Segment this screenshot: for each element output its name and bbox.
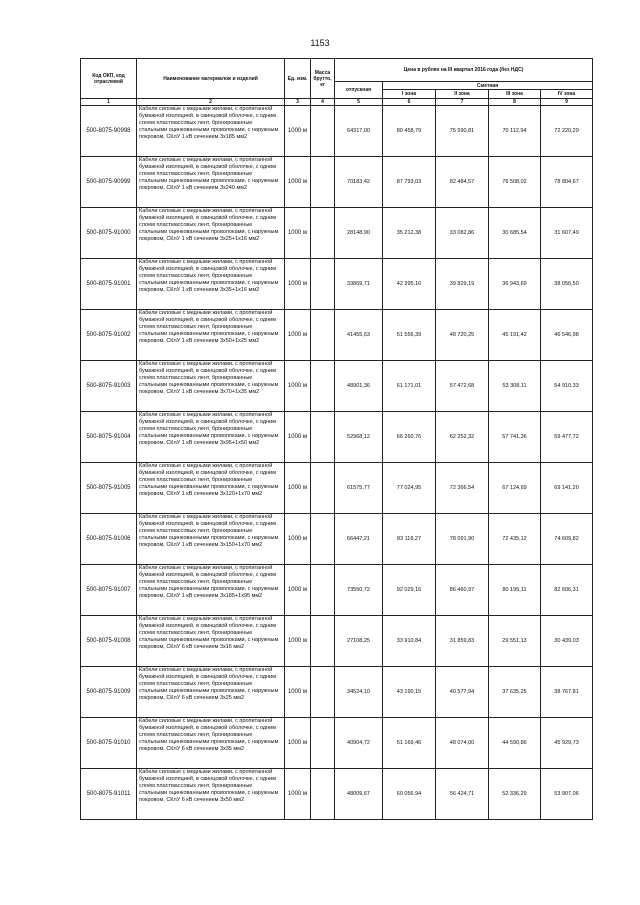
header-zone-1: I зона xyxy=(383,90,436,99)
zone-1-price-cell: 43 190,15 xyxy=(383,667,436,718)
unit-cell: 1000 м xyxy=(285,259,311,310)
column-number: 5 xyxy=(335,99,383,106)
name-cell: Кабели силовые с медными жилами, с пропитанной бумажной изоляцией, в свинцовой оболочке, с одним слоем пластмассовых лент, бронированные стальными оцинкованными проволоками, с наружным покровом, СКлУ 1 кВ сечением 3х185 мм2 xyxy=(137,106,285,157)
zone-4-price-cell: 78 804,67 xyxy=(541,157,593,208)
zone-4-price-cell: 82 606,31 xyxy=(541,565,593,616)
zone-2-price-cell: 40 577,94 xyxy=(436,667,489,718)
table-row xyxy=(81,769,593,820)
mass-cell xyxy=(311,412,335,463)
column-number: 8 xyxy=(489,99,541,106)
zone-2-price-cell: 33 082,86 xyxy=(436,208,489,259)
zone-2-price-cell: 75 590,81 xyxy=(436,106,489,157)
table-row xyxy=(81,514,593,565)
zone-3-price-cell: 36 943,69 xyxy=(489,259,541,310)
header-zone-3: III зона xyxy=(489,90,541,99)
column-number: 4 xyxy=(311,99,335,106)
zone-3-price-cell: 52 336,29 xyxy=(489,769,541,820)
mass-cell xyxy=(311,157,335,208)
zone-1-price-cell: 60 056,94 xyxy=(383,769,436,820)
name-cell: Кабели силовые с медными жилами, с пропитанной бумажной изоляцией, в свинцовой оболочке, с одним слоем пластмассовых лент, бронированные стальными оцинкованными проволоками, с наружным покровом, СКлУ 1 кВ сечением 3х150+1х70 мм2 xyxy=(137,514,285,565)
selling-price-cell: 61575,77 xyxy=(335,463,383,514)
zone-2-price-cell: 86 460,97 xyxy=(436,565,489,616)
table-row xyxy=(81,616,593,667)
table-row xyxy=(81,259,593,310)
zone-1-price-cell: 51 169,46 xyxy=(383,718,436,769)
zone-1-price-cell: 42 395,16 xyxy=(383,259,436,310)
header-estimate: Сметная xyxy=(383,82,593,90)
zone-1-price-cell: 35 212,38 xyxy=(383,208,436,259)
zone-1-price-cell: 80 458,79 xyxy=(383,106,436,157)
zone-2-price-cell: 48 720,25 xyxy=(436,310,489,361)
zone-1-price-cell: 87 793,03 xyxy=(383,157,436,208)
mass-cell xyxy=(311,463,335,514)
code-cell: 500-8075-91005 xyxy=(81,463,137,514)
unit-cell: 1000 м xyxy=(285,208,311,259)
zone-4-price-cell: 53 907,06 xyxy=(541,769,593,820)
header-mass: Масса брутто, кг xyxy=(311,59,335,99)
column-number: 1 xyxy=(81,99,137,106)
mass-cell xyxy=(311,565,335,616)
unit-cell: 1000 м xyxy=(285,565,311,616)
zone-2-price-cell: 82 484,57 xyxy=(436,157,489,208)
header-zone-4: IV зона xyxy=(541,90,593,99)
name-cell: Кабели силовые с медными жилами, с пропитанной бумажной изоляцией, в свинцовой оболочке, с одним слоем пластмассовых лент, бронированные стальными оцинкованными проволоками, с наружным покровом, СКлУ 1 кВ сечением 3х50+1х25 мм2 xyxy=(137,310,285,361)
mass-cell xyxy=(311,769,335,820)
zone-1-price-cell: 33 910,84 xyxy=(383,616,436,667)
unit-cell: 1000 м xyxy=(285,718,311,769)
code-cell: 500-8075-91000 xyxy=(81,208,137,259)
zone-3-price-cell: 76 508,02 xyxy=(489,157,541,208)
table-row xyxy=(81,310,593,361)
table-row xyxy=(81,463,593,514)
zone-2-price-cell: 78 091,90 xyxy=(436,514,489,565)
zone-4-price-cell: 59 477,72 xyxy=(541,412,593,463)
zone-3-price-cell: 45 191,42 xyxy=(489,310,541,361)
column-number: 3 xyxy=(285,99,311,106)
zone-1-price-cell: 83 118,27 xyxy=(383,514,436,565)
table-row xyxy=(81,412,593,463)
mass-cell xyxy=(311,718,335,769)
zone-3-price-cell: 57 741,36 xyxy=(489,412,541,463)
column-number: 6 xyxy=(383,99,436,106)
mass-cell xyxy=(311,514,335,565)
zone-3-price-cell: 70 112,94 xyxy=(489,106,541,157)
page-number: 1153 xyxy=(310,38,330,48)
name-cell: Кабели силовые с медными жилами, с пропитанной бумажной изоляцией, в свинцовой оболочке, с одним слоем пластмассовых лент, бронированные стальными оцинкованными проволоками, с наружным покровом, СКлУ 6 кВ сечением 3х35 мм2 xyxy=(137,718,285,769)
table-row xyxy=(81,565,593,616)
zone-1-price-cell: 77 024,95 xyxy=(383,463,436,514)
name-cell: Кабели силовые с медными жилами, с пропитанной бумажной изоляцией, в свинцовой оболочке, с одним слоем пластмассовых лент, бронированные стальными оцинкованными проволоками, с наружным покровом, СКлУ 1 кВ сечением 3х120+1х70 мм2 xyxy=(137,463,285,514)
unit-cell: 1000 м xyxy=(285,616,311,667)
header-name: Наименование материалов и изделий xyxy=(137,59,285,99)
zone-2-price-cell: 39 829,19 xyxy=(436,259,489,310)
zone-2-price-cell: 57 472,68 xyxy=(436,361,489,412)
table-header xyxy=(81,59,593,106)
name-cell: Кабели силовые с медными жилами, с пропитанной бумажной изоляцией, в свинцовой оболочке, с одним слоем пластмассовых лент, бронированные стальными оцинкованными проволоками, с наружным покровом, СКлУ 1 кВ сечением 3х35+1х16 мм2 xyxy=(137,259,285,310)
unit-cell: 1000 м xyxy=(285,157,311,208)
name-cell: Кабели силовые с медными жилами, с пропитанной бумажной изоляцией, в свинцовой оболочке, с одним слоем пластмассовых лент, бронированные стальными оцинкованными проволоками, с наружным покровом, СКлУ 1 кВ сечением 3х185+1х95 мм2 xyxy=(137,565,285,616)
name-cell: Кабели силовые с медными жилами, с пропитанной бумажной изоляцией, в свинцовой оболочке, с одним слоем пластмассовых лент, бронированные стальными оцинкованными проволоками, с наружным покровом, СКлУ 1 кВ сечением 3х95+1х50 мм2 xyxy=(137,412,285,463)
table-row xyxy=(81,361,593,412)
code-cell: 500-8075-90999 xyxy=(81,157,137,208)
selling-price-cell: 27108,25 xyxy=(335,616,383,667)
column-number-row xyxy=(81,99,593,106)
code-cell: 500-8075-91006 xyxy=(81,514,137,565)
code-cell: 500-8075-91007 xyxy=(81,565,137,616)
header-unit: Ед. изм. xyxy=(285,59,311,99)
selling-price-cell: 28148,90 xyxy=(335,208,383,259)
zone-2-price-cell: 72 366,54 xyxy=(436,463,489,514)
zone-2-price-cell: 62 252,32 xyxy=(436,412,489,463)
name-cell: Кабели силовые с медными жилами, с пропитанной бумажной изоляцией, в свинцовой оболочке, с одним слоем пластмассовых лент, бронированные стальными оцинкованными проволоками, с наружным покровом, СКлУ 6 кВ сечением 3х16 мм2 xyxy=(137,616,285,667)
header-selling: отпускная xyxy=(335,82,383,99)
mass-cell xyxy=(311,667,335,718)
unit-cell: 1000 м xyxy=(285,463,311,514)
selling-price-cell: 33869,71 xyxy=(335,259,383,310)
unit-cell: 1000 м xyxy=(285,310,311,361)
table-row xyxy=(81,718,593,769)
zone-3-price-cell: 29 551,13 xyxy=(489,616,541,667)
zone-2-price-cell: 31 859,83 xyxy=(436,616,489,667)
unit-cell: 1000 м xyxy=(285,361,311,412)
zone-4-price-cell: 54 910,33 xyxy=(541,361,593,412)
zone-3-price-cell: 53 308,11 xyxy=(489,361,541,412)
mass-cell xyxy=(311,361,335,412)
selling-price-cell: 70183,42 xyxy=(335,157,383,208)
header-price-group: Цена в рублях на III квартал 2016 года (без НДС) xyxy=(335,59,593,82)
table-row xyxy=(81,157,593,208)
zone-4-price-cell: 72 220,29 xyxy=(541,106,593,157)
name-cell: Кабели силовые с медными жилами, с пропитанной бумажной изоляцией, в свинцовой оболочке, с одним слоем пластмассовых лент, бронированные стальными оцинкованными проволоками, с наружным покровом, СКлУ 1 кВ сечением 3х25+1х16 мм2 xyxy=(137,208,285,259)
code-cell: 500-8075-90998 xyxy=(81,106,137,157)
zone-4-price-cell: 38 056,50 xyxy=(541,259,593,310)
name-cell: Кабели силовые с медными жилами, с пропитанной бумажной изоляцией, в свинцовой оболочке, с одним слоем пластмассовых лент, бронированные стальными оцинкованными проволоками, с наружным покровом, СКлУ 6 кВ сечением 3х25 мм2 xyxy=(137,667,285,718)
code-cell: 500-8075-91009 xyxy=(81,667,137,718)
zone-4-price-cell: 46 546,98 xyxy=(541,310,593,361)
selling-price-cell: 66447,21 xyxy=(335,514,383,565)
unit-cell: 1000 м xyxy=(285,667,311,718)
selling-price-cell: 52968,12 xyxy=(335,412,383,463)
unit-cell: 1000 м xyxy=(285,514,311,565)
zone-4-price-cell: 31 607,49 xyxy=(541,208,593,259)
zone-3-price-cell: 30 685,54 xyxy=(489,208,541,259)
zone-3-price-cell: 67 124,69 xyxy=(489,463,541,514)
column-number: 2 xyxy=(137,99,285,106)
unit-cell: 1000 м xyxy=(285,106,311,157)
code-cell: 500-8075-91002 xyxy=(81,310,137,361)
zone-3-price-cell: 37 635,25 xyxy=(489,667,541,718)
mass-cell xyxy=(311,310,335,361)
code-cell: 500-8075-91003 xyxy=(81,361,137,412)
table-row xyxy=(81,208,593,259)
zone-4-price-cell: 74 609,82 xyxy=(541,514,593,565)
table-row xyxy=(81,667,593,718)
unit-cell: 1000 м xyxy=(285,412,311,463)
name-cell: Кабели силовые с медными жилами, с пропитанной бумажной изоляцией, в свинцовой оболочке, с одним слоем пластмассовых лент, бронированные стальными оцинкованными проволоками, с наружным покровом, СКлУ 6 кВ сечением 3х50 мм2 xyxy=(137,769,285,820)
selling-price-cell: 41455,63 xyxy=(335,310,383,361)
name-cell: Кабели силовые с медными жилами, с пропитанной бумажной изоляцией, в свинцовой оболочке, с одним слоем пластмассовых лент, бронированные стальными оцинкованными проволоками, с наружным покровом, СКлУ 1 кВ сечением 3х240 мм2 xyxy=(137,157,285,208)
zone-1-price-cell: 61 171,01 xyxy=(383,361,436,412)
selling-price-cell: 40904,72 xyxy=(335,718,383,769)
zone-3-price-cell: 44 590,86 xyxy=(489,718,541,769)
zone-2-price-cell: 48 074,00 xyxy=(436,718,489,769)
zone-1-price-cell: 66 260,76 xyxy=(383,412,436,463)
mass-cell xyxy=(311,616,335,667)
zone-4-price-cell: 30 439,03 xyxy=(541,616,593,667)
zone-2-price-cell: 56 424,71 xyxy=(436,769,489,820)
selling-price-cell: 48901,36 xyxy=(335,361,383,412)
zone-4-price-cell: 38 767,81 xyxy=(541,667,593,718)
column-number: 9 xyxy=(541,99,593,106)
zone-3-price-cell: 80 195,11 xyxy=(489,565,541,616)
zone-4-price-cell: 69 141,20 xyxy=(541,463,593,514)
code-cell: 500-8075-91004 xyxy=(81,412,137,463)
table-row xyxy=(81,106,593,157)
code-cell: 500-8075-91008 xyxy=(81,616,137,667)
mass-cell xyxy=(311,106,335,157)
code-cell: 500-8075-91001 xyxy=(81,259,137,310)
table-body xyxy=(81,106,593,820)
selling-price-cell: 73550,72 xyxy=(335,565,383,616)
column-number: 7 xyxy=(436,99,489,106)
zone-1-price-cell: 51 556,39 xyxy=(383,310,436,361)
mass-cell xyxy=(311,208,335,259)
selling-price-cell: 48009,67 xyxy=(335,769,383,820)
price-table xyxy=(80,58,593,820)
header-code: Код ОКП, код отраслевой xyxy=(81,59,137,99)
selling-price-cell: 64317,00 xyxy=(335,106,383,157)
selling-price-cell: 34524,10 xyxy=(335,667,383,718)
mass-cell xyxy=(311,259,335,310)
name-cell: Кабели силовые с медными жилами, с пропитанной бумажной изоляцией, в свинцовой оболочке, с одним слоем пластмассовых лент, бронированные стальными оцинкованными проволоками, с наружным покровом, СКлУ 1 кВ сечением 3х70+1х35 мм2 xyxy=(137,361,285,412)
zone-3-price-cell: 72 435,12 xyxy=(489,514,541,565)
code-cell: 500-8075-91011 xyxy=(81,769,137,820)
zone-1-price-cell: 92 029,16 xyxy=(383,565,436,616)
unit-cell: 1000 м xyxy=(285,769,311,820)
code-cell: 500-8075-91010 xyxy=(81,718,137,769)
zone-4-price-cell: 45 929,73 xyxy=(541,718,593,769)
header-zone-2: II зона xyxy=(436,90,489,99)
